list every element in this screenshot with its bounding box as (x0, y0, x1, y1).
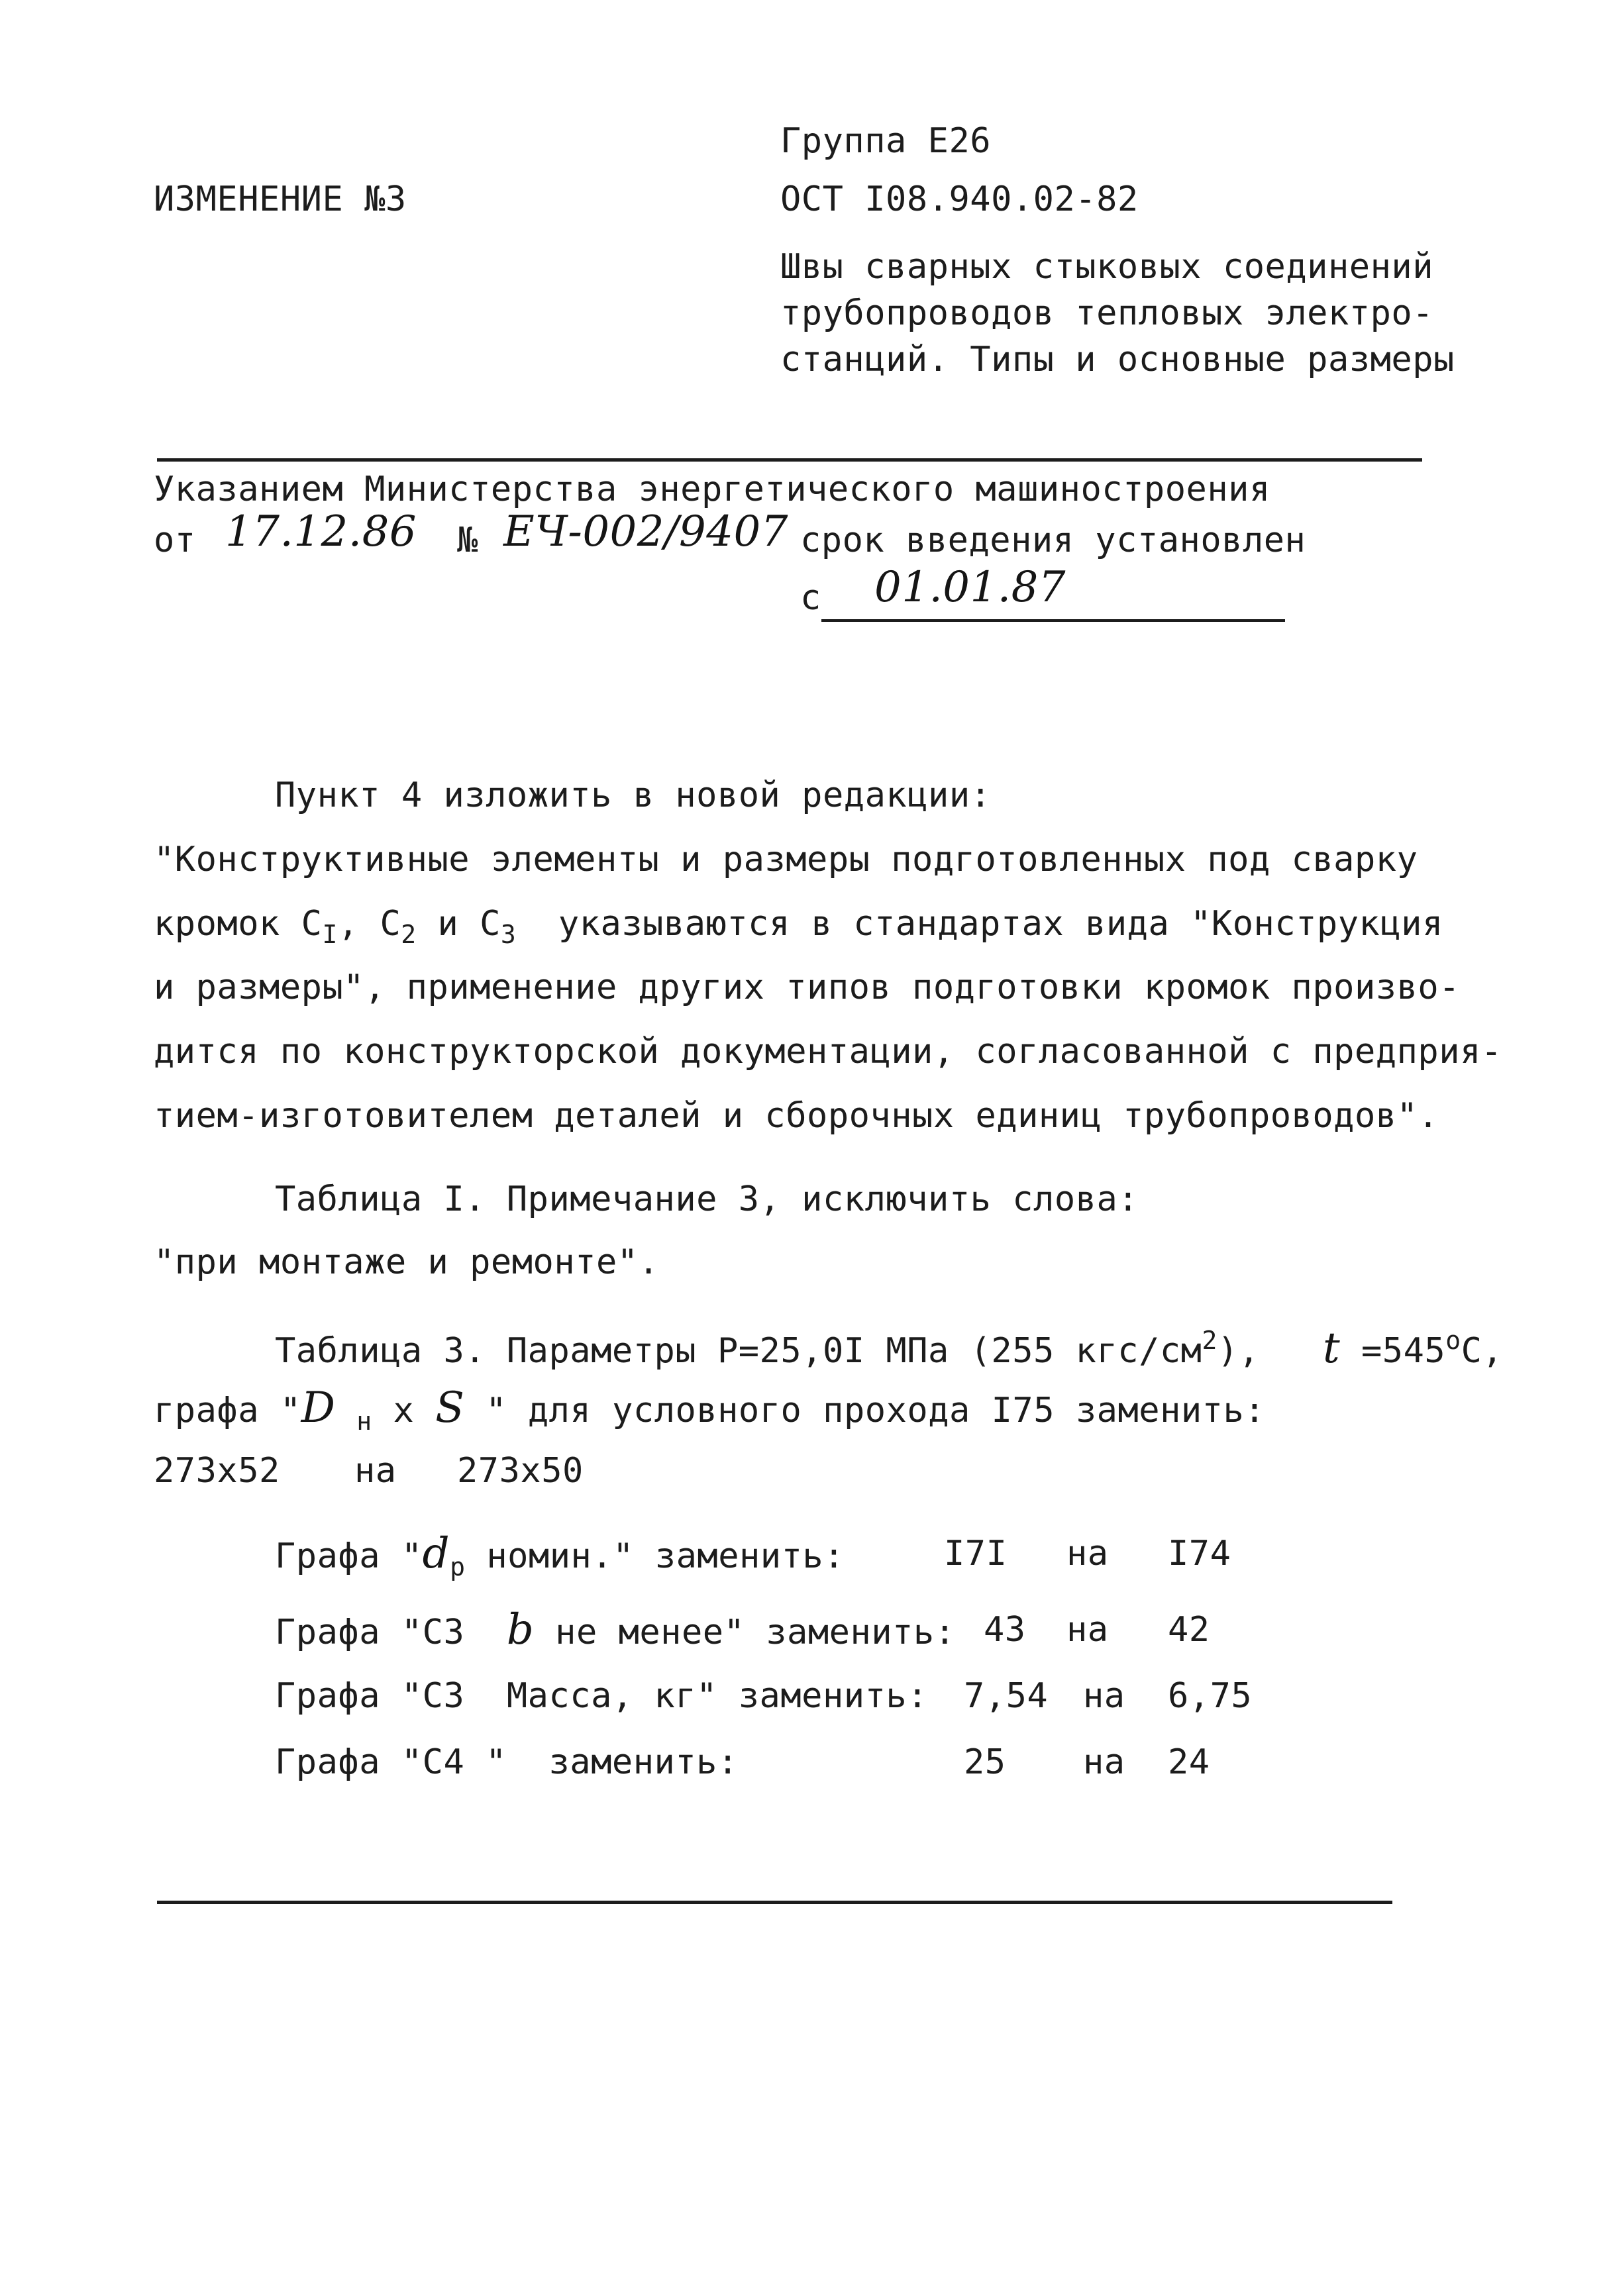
row-1-na: на (1066, 1534, 1109, 1573)
directive-line: Указанием Министерства энергетического машиностроения (154, 470, 1270, 509)
group-label: Группа Е26 (780, 121, 992, 161)
paragraph-2-line-5: тием-изготовителем деталей и сборочных единиц трубопроводов". (154, 1096, 1439, 1136)
standard-number: ОСТ I08.940.02-82 (780, 179, 1139, 219)
directive-ot: от (154, 521, 196, 560)
row-1-label: Графа "$d_р$ номин." заменить: (275, 1529, 845, 1581)
effective-date-underline (821, 619, 1285, 622)
paragraph-4-line-1: Таблица 3. Параметры Р=25,0I МПа (255 кгс/$см^2$), $t =545^оС$, (275, 1324, 1504, 1373)
directive-number-sign: № (457, 521, 478, 560)
row-1-to: I74 (1168, 1534, 1231, 1573)
replace-to-273x50: 273х50 (457, 1451, 584, 1491)
row-4-from: 25 (964, 1742, 1006, 1782)
standard-title-line-2: трубопроводов тепловых электро- (780, 293, 1434, 333)
directive-date: 17.12.86 (225, 507, 417, 556)
bottom-divider (157, 1901, 1392, 1904)
row-1-from: I7I (944, 1534, 1008, 1573)
row-2-from: 43 (984, 1610, 1026, 1650)
top-divider (157, 458, 1422, 462)
row-3-label: Графа "С3 Масса, кг" заменить: (275, 1676, 929, 1716)
paragraph-4-line-2: графа "D $_н$ х S " для условного прохода I75 заменить: (154, 1383, 1266, 1436)
row-4-label: Графа "С4 " заменить: (275, 1742, 739, 1782)
paragraph-3-line-1: Таблица I. Примечание 3, исключить слова: (275, 1179, 1139, 1219)
row-4-na: на (1083, 1742, 1125, 1782)
paragraph-1: Пункт 4 изложить в новой редакции: (275, 775, 992, 815)
change-number: ИЗМЕНЕНИЕ №3 (154, 179, 407, 219)
directive-s: с (800, 578, 821, 618)
paragraph-2-line-1: "Конструктивные элементы и размеры подготовленных под сварку (154, 840, 1418, 879)
directive-number: ЕЧ-002/9407 (503, 507, 788, 556)
row-4-to: 24 (1168, 1742, 1210, 1782)
directive-term: срок введения установлен (800, 521, 1306, 560)
paragraph-2-line-3: и размеры", применение других типов подготовки кромок произво- (154, 968, 1461, 1007)
replace-from-273x52: 273х52 (154, 1451, 280, 1491)
paragraph-3-line-2: "при монтаже и ремонте". (154, 1242, 660, 1282)
row-2-na: на (1066, 1610, 1109, 1650)
paragraph-2-line-4: дится по конструкторской документации, согласованной с предприя- (154, 1032, 1502, 1072)
row-3-na: на (1083, 1676, 1125, 1716)
row-3-from: 7,54 (964, 1676, 1049, 1716)
paragraph-2-line-2: кромок $С_I$, $С_2$ и $С_3$ указываются в стандартах вида "Конструкция (154, 904, 1443, 949)
standard-title-line-1: Швы сварных стыковых соединений (780, 247, 1434, 287)
row-2-to: 42 (1168, 1610, 1210, 1650)
row-2-label: Графа "С3 b не менее" заменить: (275, 1605, 956, 1654)
effective-date: 01.01.87 (874, 563, 1066, 612)
row-3-to: 6,75 (1168, 1676, 1253, 1716)
replace-na: на (354, 1451, 397, 1491)
standard-title-line-3: станций. Типы и основные размеры (780, 340, 1455, 379)
